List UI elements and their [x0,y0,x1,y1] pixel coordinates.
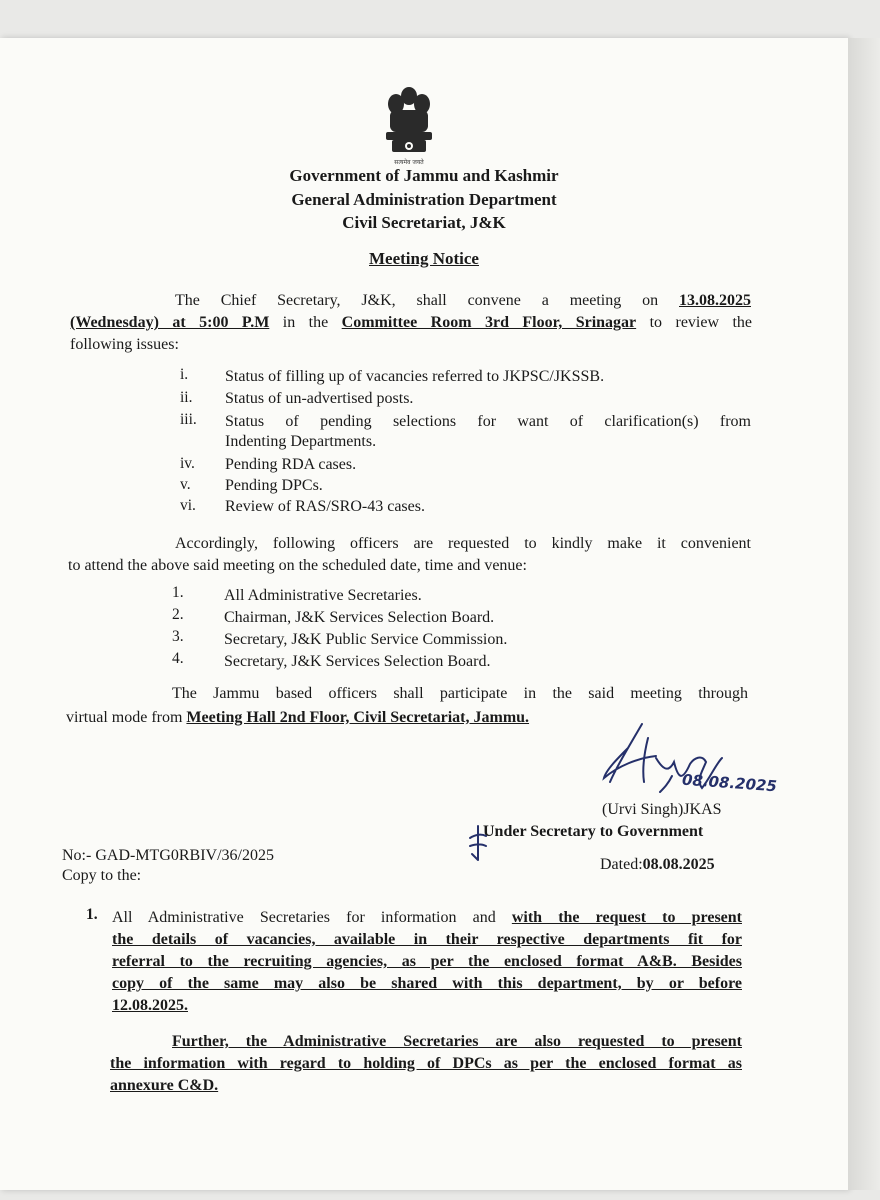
intro-line-2: (Wednesday) at 5:00 P.M in the Committee Room 3rd Floor, Srinagar to review the [70,314,753,331]
accordingly-line-2: to attend the above said meeting on the scheduled date, time and venue: [68,557,527,574]
dated: Dated:08.08.2025 [600,856,715,873]
list-item: Status of pending selections for want of clarification(s) from [225,413,751,430]
copy-to-label: Copy to the: [62,867,142,884]
list-item-continued: Indenting Departments. [225,433,377,450]
list-item: Status of filling up of vacancies referred to JKPSC/JKSSB. [225,368,605,385]
accordingly-line-1: Accordingly, following officers are requested to kindly make it convenient [175,535,751,552]
page-title: Meeting Notice [369,249,479,268]
initial-mark-icon [466,824,490,864]
copy-item-line-4: copy of the same may also be shared with this department, by or before [112,975,742,992]
list-item: All Administrative Secretaries. [224,587,422,604]
copy-item-line-2: the details of vacancies, available in their respective departments fit for [112,931,742,948]
signature-date: 08.08.2025 [681,770,778,796]
copy-item-line-5: 12.08.2025. [112,997,188,1014]
jammu-line-1: The Jammu based officers shall participate in the said meeting through [172,685,748,702]
svg-text:सत्यमेव जयते: सत्यमेव जयते [394,159,424,166]
header-government: Government of Jammu and Kashmir [289,166,559,185]
jammu-line-2: virtual mode from Meeting Hall 2nd Floor, Civil Secretariat, Jammu. [66,709,530,726]
header-department: General Administration Department [291,190,557,209]
signatory-designation: Under Secretary to Government [483,823,704,840]
signatory-name: (Urvi Singh)JKAS [602,801,722,818]
state-emblem-icon [376,84,442,168]
list-item: Chairman, J&K Services Selection Board. [224,609,495,626]
further-line-3: annexure C&D. [110,1077,219,1094]
copy-item-line-1: All Administrative Secretaries for information and with the request to present [112,909,742,926]
list-item: Pending DPCs. [225,477,323,494]
list-item: Status of un-advertised posts. [225,390,414,407]
intro-line-1: The Chief Secretary, J&K, shall convene a meeting on 13.08.2025 [175,292,751,309]
copy-item-line-3: referral to the recruiting agencies, as per the enclosed format A&B. Besides [112,953,742,970]
list-item: Pending RDA cases. [225,456,357,473]
list-item: Secretary, J&K Public Service Commission. [224,631,508,648]
header-secretariat: Civil Secretariat, J&K [342,213,506,232]
page-edge [848,38,880,1190]
further-line-1: Further, the Administrative Secretaries are also requested to present [172,1033,742,1050]
reference-number: No:- GAD-MTG0RBIV/36/2025 [62,847,274,864]
further-line-2: the information with regard to holding of DPCs as per the enclosed format as [110,1055,742,1072]
intro-line-3: following issues: [70,336,179,353]
copy-item-number: 1. [86,906,98,923]
list-item: Review of RAS/SRO-43 cases. [225,498,425,515]
list-item: Secretary, J&K Services Selection Board. [224,653,491,670]
